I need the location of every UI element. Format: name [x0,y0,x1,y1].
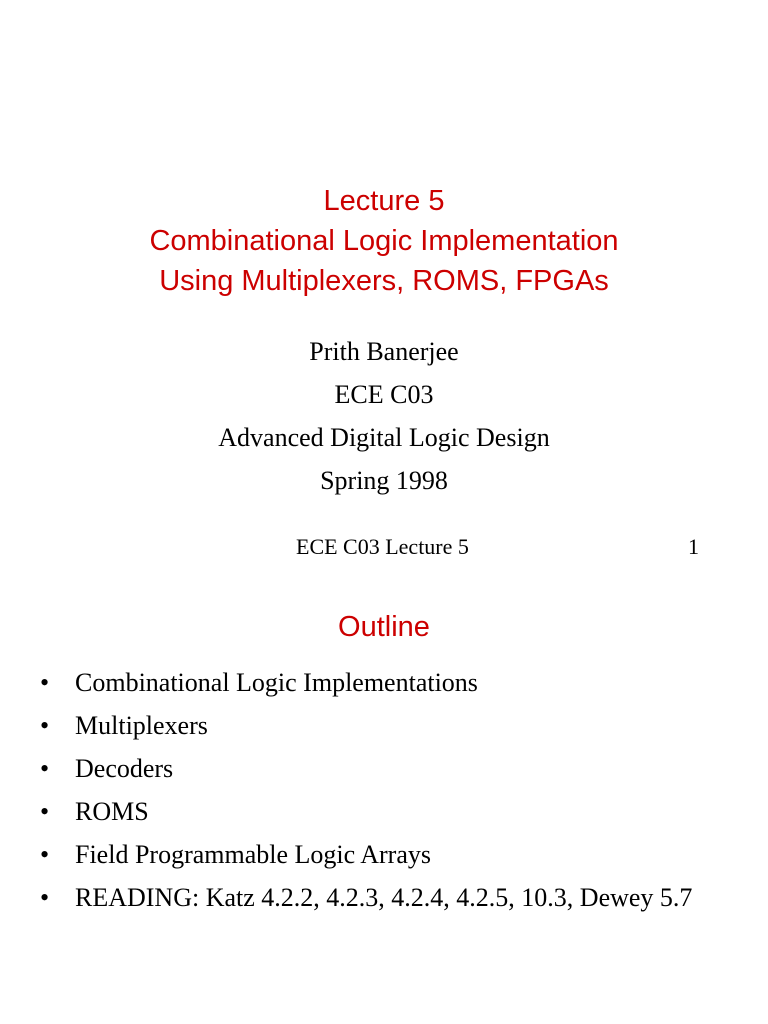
bullet-marker: • [40,840,50,869]
list-item-text: Multiplexers [75,711,208,740]
title-line-lecture: Lecture 5 [323,185,445,217]
list-item-text: READING: Katz 4.2.2, 4.2.3, 4.2.4, 4.2.5, 10.3, Dewey 5.7 [75,883,693,912]
bullet-marker: • [40,754,50,783]
list-item-text: Field Programmable Logic Arrays [75,840,431,869]
list-item [40,752,740,786]
course-code: ECE C03 [334,380,434,409]
bullet-marker: • [40,797,50,826]
outline-title: Outline [338,611,430,643]
page-number: 1 [688,534,699,559]
bullet-marker: • [40,711,50,740]
course-name: Advanced Digital Logic Design [218,423,550,452]
title-line-subtopic: Using Multiplexers, ROMS, FPGAs [159,265,609,297]
list-item [40,838,740,872]
list-item [40,881,740,915]
bullet-marker: • [40,883,50,912]
bullet-marker: • [40,668,50,697]
list-item [40,666,740,700]
list-item-text: Decoders [75,754,174,783]
list-item [40,795,740,829]
title-line-topic: Combinational Logic Implementation [149,225,619,257]
list-item-text: ROMS [75,797,149,826]
semester: Spring 1998 [320,466,448,495]
list-item [40,709,740,743]
author-block [0,334,768,506]
outline-list [40,666,740,924]
slide-title [0,181,768,301]
list-item-text: Combinational Logic Implementations [75,668,478,697]
slide-footer-title: ECE C03 Lecture 5 [296,534,469,559]
author-name: Prith Banerjee [309,337,459,366]
